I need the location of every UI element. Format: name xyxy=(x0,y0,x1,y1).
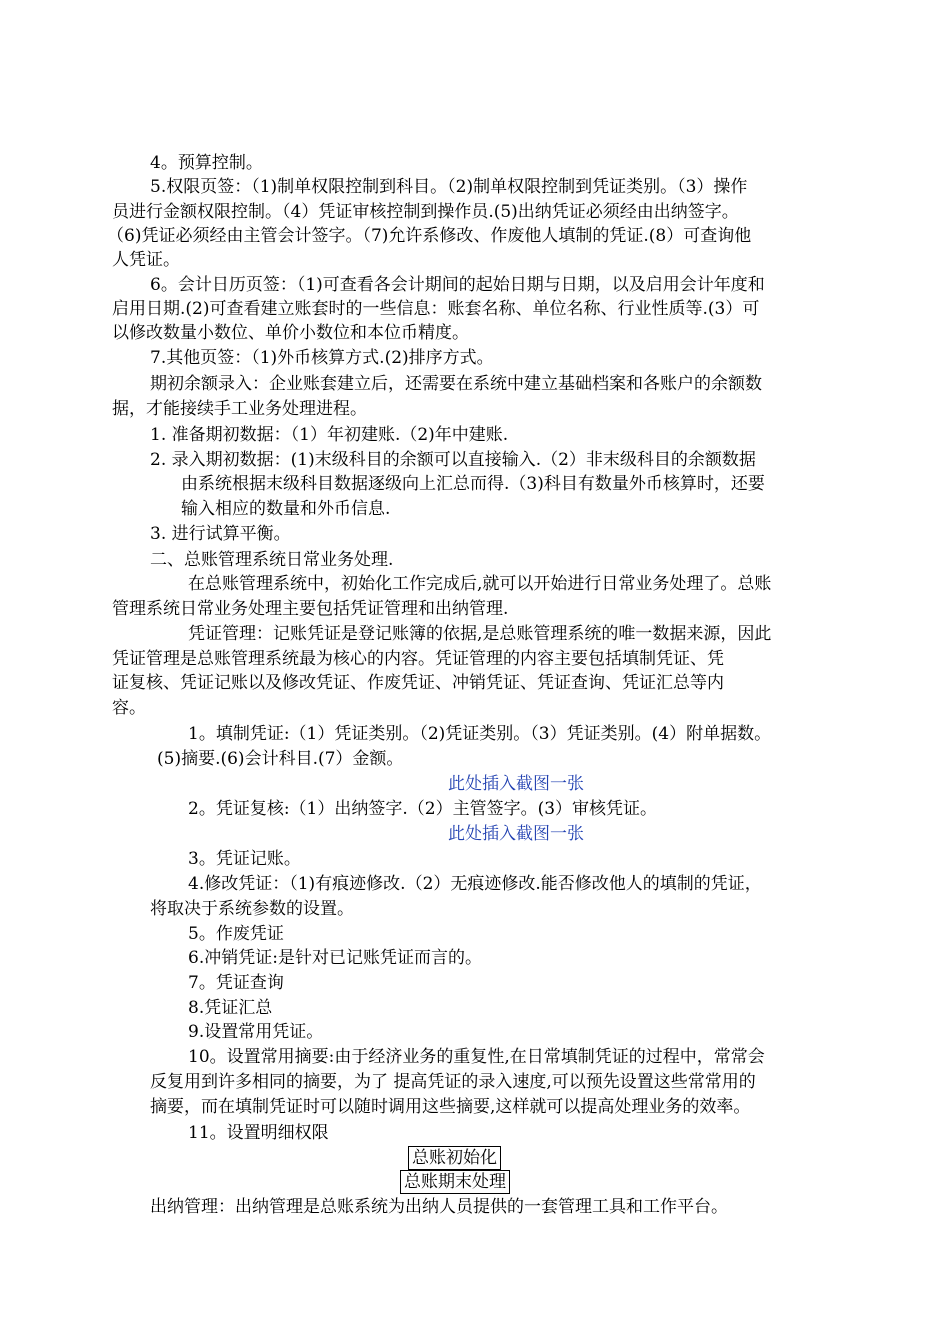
text-line: 5。作废凭证 xyxy=(188,924,284,944)
screenshot-placeholder: 此处插入截图一张 xyxy=(448,824,584,844)
text-line: 1。填制凭证:（1）凭证类别。（2)凭证类别。（3）凭证类别。(4）附单据数。 xyxy=(188,724,772,744)
section-heading: 二、总账管理系统日常业务处理. xyxy=(150,550,394,570)
text-line: 10。设置常用摘要:由于经济业务的重复性,在日常填制凭证的过程中，常常会 xyxy=(188,1047,765,1067)
text-line: （6)凭证必须经由主管会计签字。（7)允许系修改、作废他人填制的凭证.(8）可查询他 xyxy=(107,226,752,246)
text-line: 将取决于系统参数的设置。 xyxy=(150,899,354,919)
text-line: 摘要，而在填制凭证时可以随时调用这些摘要,这样就可以提高处理业务的效率。 xyxy=(150,1097,751,1117)
text-line: 期初余额录入：企业账套建立后，还需要在系统中建立基础档案和各账户的余额数 xyxy=(150,374,762,394)
text-line: 4.修改凭证：（1)有痕迹修改.（2）无痕迹修改.能否修改他人的填制的凭证， xyxy=(188,874,762,894)
text-line: 启用日期.(2)可查看建立账套时的一些信息：账套名称、单位名称、行业性质等.(3）可 xyxy=(112,299,760,319)
text-line: 在总账管理系统中，初始化工作完成后,就可以开始进行日常业务处理了。总账 xyxy=(188,574,772,594)
text-line: 2. 录入期初数据：(1)末级科目的余额可以直接输入.（2）非末级科目的余额数据 xyxy=(150,450,756,470)
text-line: 6.冲销凭证:是针对已记账凭证而言的。 xyxy=(188,948,482,968)
text-line: 8.凭证汇总 xyxy=(188,998,273,1018)
text-line: 5.权限页签：（1)制单权限控制到科目。（2)制单权限控制到凭证类别。（3）操作 xyxy=(150,177,748,197)
text-line: (5)摘要.(6)会计科目.(7）金额。 xyxy=(157,749,404,769)
text-line: 4。预算控制。 xyxy=(150,153,263,173)
text-line: 凭证管理：记账凭证是登记账簿的依据,是总账管理系统的唯一数据来源，因此 xyxy=(188,624,772,644)
text-line: 由系统根据末级科目数据逐级向上汇总而得.（3)科目有数量外币核算时，还要 xyxy=(181,474,765,494)
text-line: 6。会计日历页签：（1)可查看各会计期间的起始日期与日期，以及启用会计年度和 xyxy=(150,275,765,295)
text-line: 输入相应的数量和外币信息. xyxy=(181,499,391,519)
text-line: 反复用到许多相同的摘要，为了 提高凭证的录入速度,可以预先设置这些常常用的 xyxy=(150,1072,756,1092)
text-line: 出纳管理：出纳管理是总账系统为出纳人员提供的一套管理工具和工作平台。 xyxy=(150,1197,728,1217)
text-line: 7.其他页签：（1)外币核算方式.(2)排序方式。 xyxy=(150,348,494,368)
text-line: 9.设置常用凭证。 xyxy=(188,1022,324,1042)
text-line: 1. 准备期初数据：（1）年初建账.（2)年中建账. xyxy=(150,425,509,445)
text-line: 3。凭证记账。 xyxy=(188,849,301,869)
general-ledger-init-link[interactable]: 总账初始化 xyxy=(408,1146,501,1170)
text-line: 以修改数量小数位、单价小数位和本位币精度。 xyxy=(112,323,469,343)
text-line: 据，才能接续手工业务处理进程。 xyxy=(112,399,367,419)
text-line: 7。凭证查询 xyxy=(188,973,284,993)
text-line: 容。 xyxy=(112,698,146,718)
text-line: 员进行金额权限控制。（4）凭证审核控制到操作员.(5)出纳凭证必须经由出纳签字。 xyxy=(112,202,739,222)
text-line: 管理系统日常业务处理主要包括凭证管理和出纳管理. xyxy=(112,599,509,619)
text-line: 2。凭证复核:（1）出纳签字.（2）主管签字。(3）审核凭证。 xyxy=(188,799,658,819)
text-line: 人凭证。 xyxy=(112,250,180,270)
text-line: 证复核、凭证记账以及修改凭证、作废凭证、冲销凭证、凭证查询、凭证汇总等内 xyxy=(112,673,724,693)
text-line: 凭证管理是总账管理系统最为核心的内容。凭证管理的内容主要包括填制凭证、凭 xyxy=(112,649,724,669)
text-line: 11。设置明细权限 xyxy=(188,1123,329,1143)
text-line: 3. 进行试算平衡。 xyxy=(150,524,291,544)
general-ledger-period-end-link[interactable]: 总账期末处理 xyxy=(400,1170,510,1194)
screenshot-placeholder: 此处插入截图一张 xyxy=(448,774,584,794)
